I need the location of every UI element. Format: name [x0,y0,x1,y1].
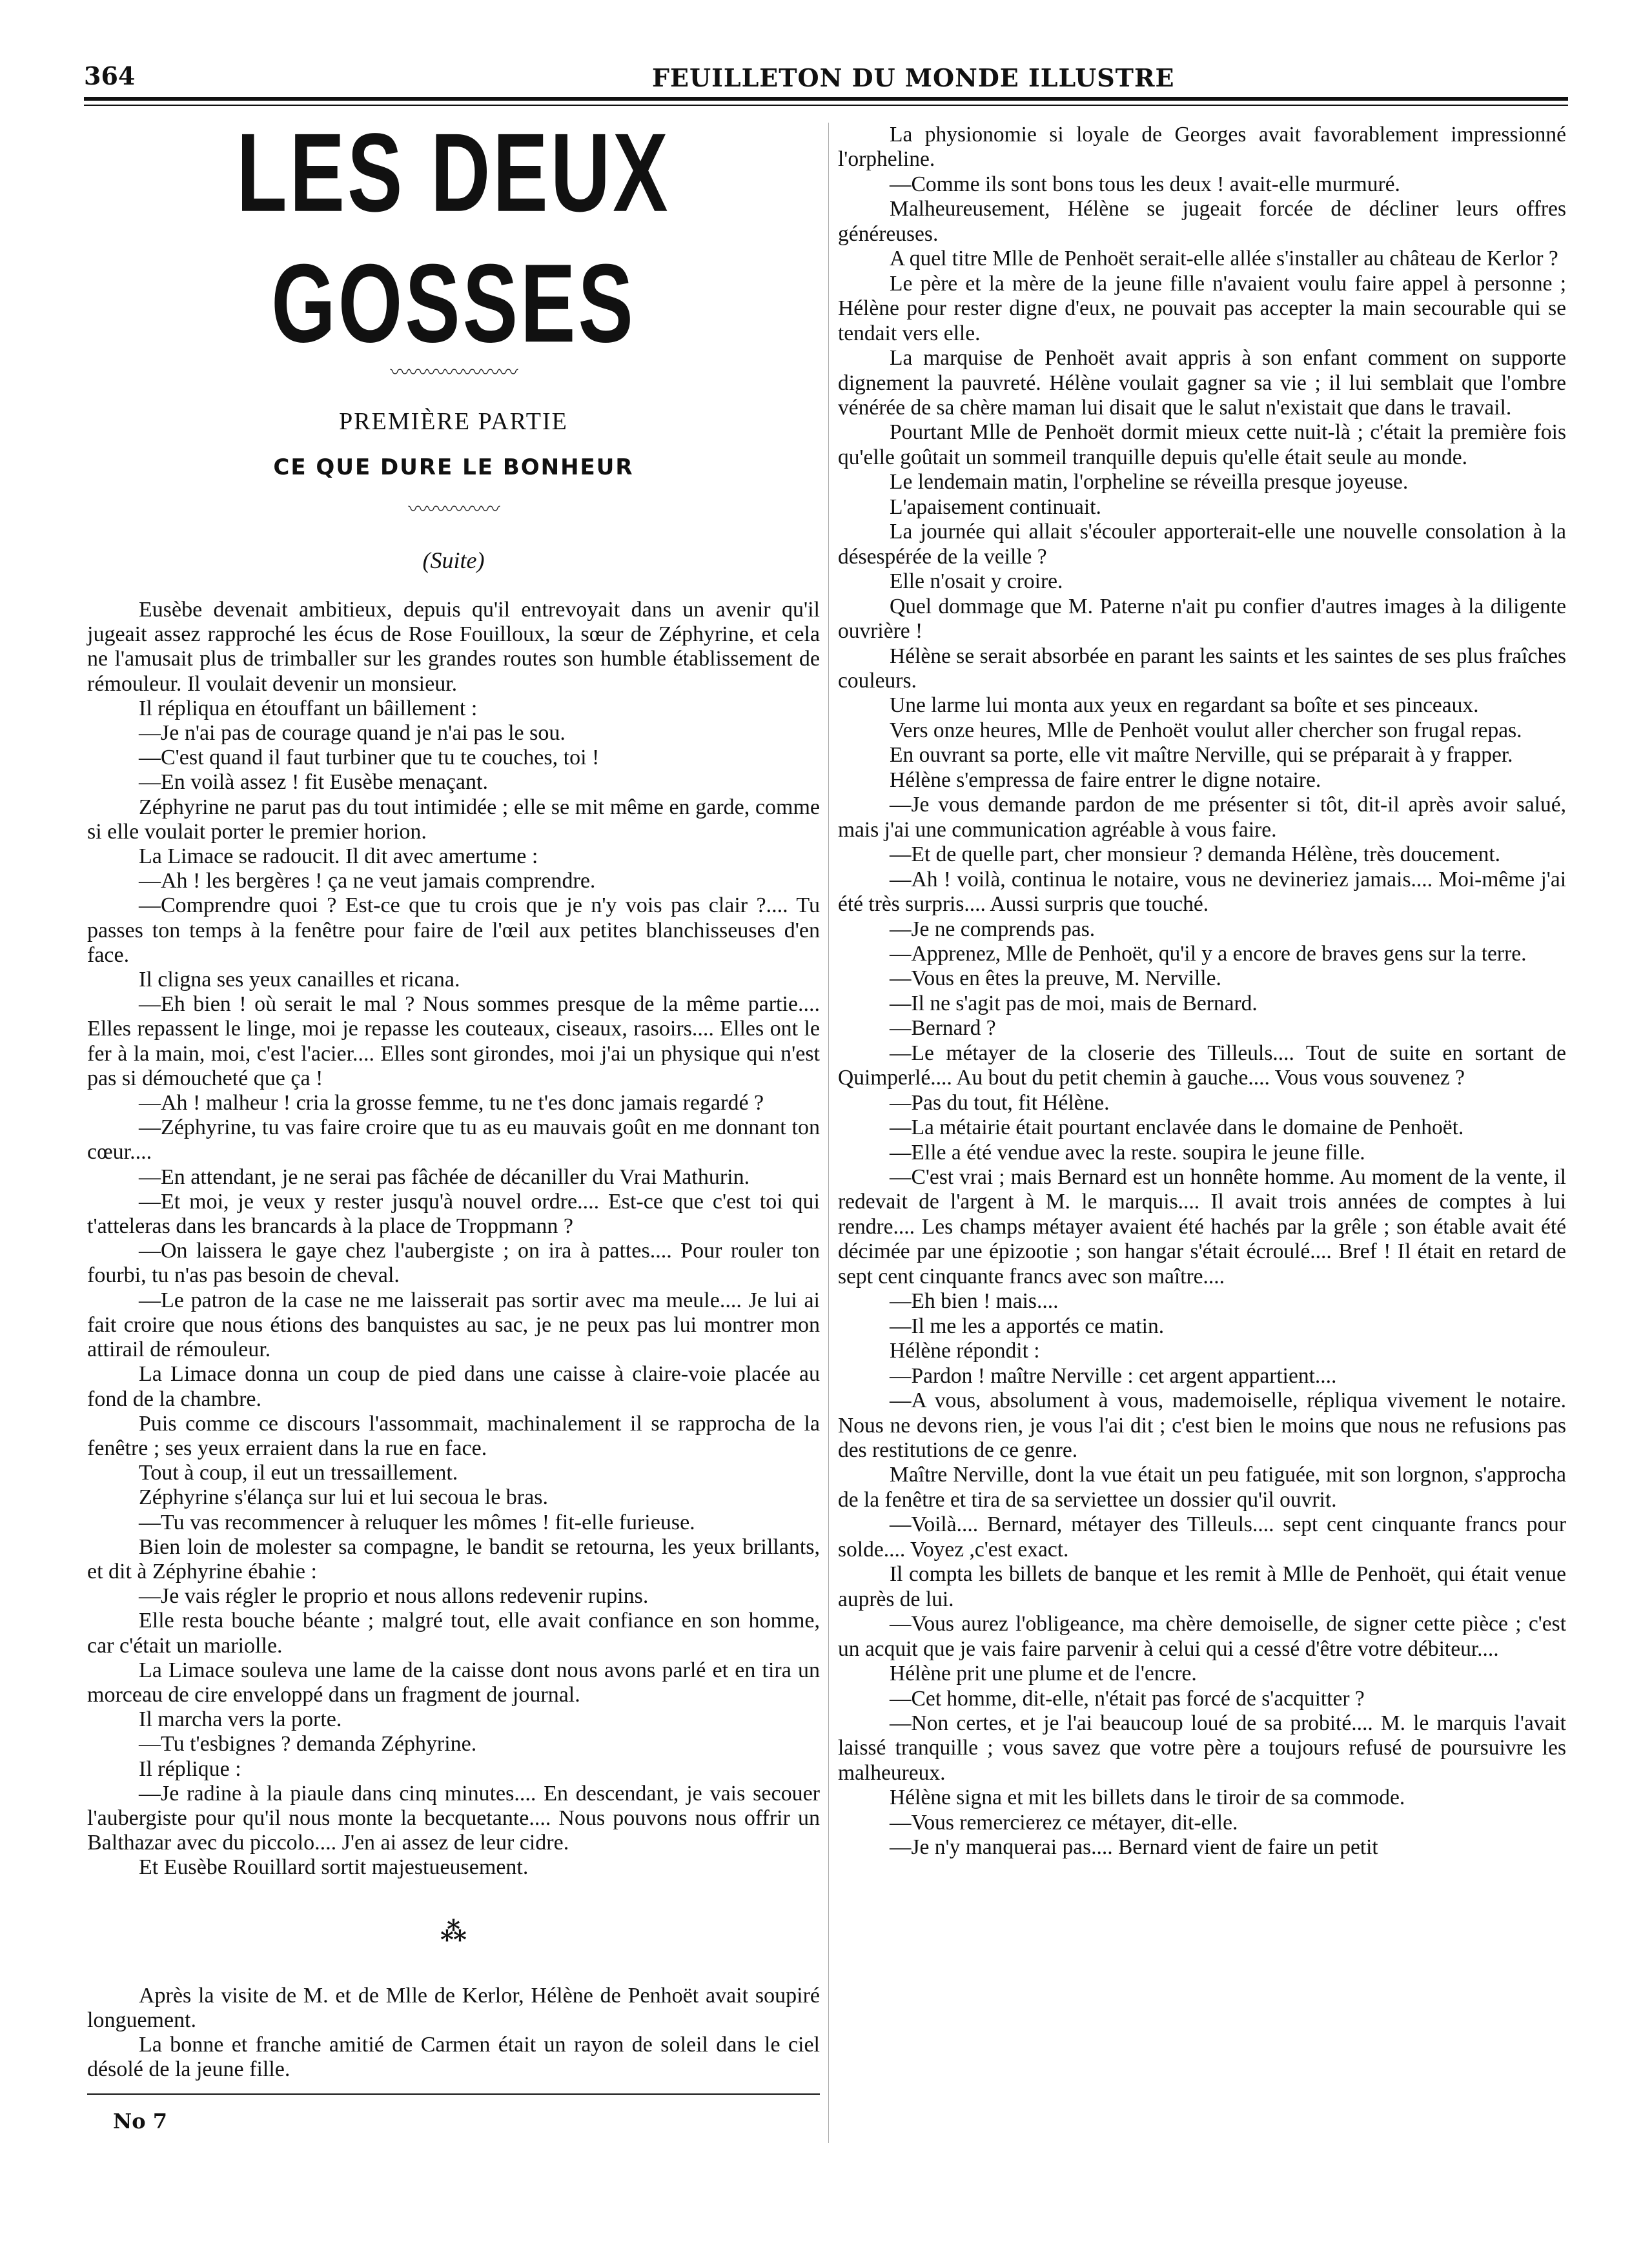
paragraph: Une larme lui monta aux yeux en regardant sa boîte et ses pinceaux. [890,693,1479,718]
paragraph: —Je vous demande pardon de me présenter si tôt, dit-il après avoir salué, mais j'ai une communication agréable à vous faire. [838,793,1566,842]
paragraph: —Non certes, et je l'ai beaucoup loué de sa probité.... M. le marquis l'avait laissé tranquille ; vous savez que votre père a toujours refusé de poursuivre les malheureux. [838,1711,1566,1785]
right-body [838,123,1566,1860]
paragraph: Eusèbe devenait ambitieux, depuis qu'il entrevoyait dans un avenir qu'il jugeait assez rapproché les écus de Rose Fouilloux, la sœur de Zéphyrine, et cela ne l'amusait plus de trimballer sur les grandes routes son humble établissement de rémouleur. Il voulait devenir un monsieur. [87,598,820,696]
paragraph: Bien loin de molester sa compagne, le bandit se retourna, les yeux brillants, et dit à Zéphyrine ébahie : [87,1534,820,1583]
paragraph: L'apaisement continuait. [890,494,1101,519]
section-separator: ⁂ [440,1917,467,1946]
paragraph: —Il ne s'agit pas de moi, mais de Bernard. [890,991,1258,1015]
paragraph: Zéphyrine ne parut pas du tout intimidée ; elle se mit même en garde, comme si elle voulait porter le premier horion. [87,795,820,844]
ornament-rule-small: 〰〰〰〰〰 [408,498,499,521]
paragraph: —Je n'y manquerai pas.... Bernard vient de faire un petit [890,1835,1378,1860]
paragraph: —Eh bien ! où serait le mal ? Nous sommes presque de la même partie.... Elles repassent le linge, moi je repasse les couteaux, ciseaux, rasoirs.... Elles ont le fer à la main, moi, c'est l'acier.... Elles sont girondes, moi j'ai un physique qui n'est pas si démoucheté que ça ! [87,992,820,1090]
paragraph: —Je radine à la piaule dans cinq minutes.... En descendant, je vais secouer l'aubergiste pour qu'il nous monte la becquetante.... Nous pouvons nous offrir un Balthazar avec du piccolo.... J'en ai assez de leur cidre. [87,1781,820,1855]
paragraph: —Je n'ai pas de courage quand je n'ai pas le sou. [139,721,566,746]
paragraph: Elle resta bouche béante ; malgré tout, elle avait confiance en son homme, car c'était un mariolle. [87,1609,820,1658]
chapter-heading: CE QUE DURE LE BONHEUR [273,454,634,480]
paragraph: —Vous remercierez ce métayer, dit-elle. [890,1810,1238,1835]
paragraph: Il compta les billets de banque et les remit à Mlle de Penhoët, qui était venue auprès de lui. [838,1562,1566,1611]
paragraph: La journée qui allait s'écouler apporterait-elle une nouvelle consolation à la désespérée de la veille ? [838,520,1566,569]
paragraph: —Voilà.... Bernard, métayer des Tilleuls.... sept cent cinquante francs pour solde.... Voyez ,c'est exact. [838,1512,1566,1562]
header-rule [84,97,1568,101]
paragraph: —Tu t'esbignes ? demanda Zéphyrine. [139,1732,477,1756]
left-column [87,110,820,2134]
paragraph: Le père et la mère de la jeune fille n'avaient voulu faire appel à personne ; Hélène pour rester digne d'eux, ne pouvait pas accepter la main secourable qui se tendait vers elle. [838,271,1566,345]
paragraph: La marquise de Penhoët avait appris à son enfant comment on supporte dignement la pauvreté. Hélène voulait gagner sa vie ; il lui semblait que l'ombre vénérée de sa chère maman lui disait que le salut n'existait que dans le travail. [838,346,1566,420]
paragraph: Hélène signa et mit les billets dans le tiroir de sa commode. [890,1786,1405,1810]
paragraph: Zéphyrine s'élança sur lui et lui secoua le bras. [139,1485,548,1510]
paragraph: —Ah ! voilà, continua le notaire, vous ne devineriez jamais.... Moi-même j'ai été très surpris.... Aussi surpris que touché. [838,867,1566,917]
paragraph: Hélène prit une plume et de l'encre. [890,1662,1197,1686]
paragraph: Hélène répondit : [890,1339,1040,1363]
issue-number: No 7 [113,2109,167,2134]
footer-rule [87,2093,820,2095]
paragraph: Vers onze heures, Mlle de Penhoët voulut aller chercher son frugal repas. [890,718,1522,742]
paragraph: Puis comme ce discours l'assommait, machinalement il se rapprocha de la fenêtre ; ses yeux erraient dans la rue en face. [87,1411,820,1460]
paragraph: Il cligna ses yeux canailles et ricana. [139,968,460,992]
left-body [87,598,820,1880]
paragraph: Il répliqua en étouffant un bâillement : [139,696,478,720]
paragraph: Après la visite de M. et de Mlle de Kerlor, Hélène de Penhoët avait soupiré longuement. [87,1983,820,2032]
paragraph: Le lendemain matin, l'orpheline se réveilla presque joyeuse. [890,470,1409,494]
page-number: 364 [84,61,136,90]
paragraph: —Ah ! malheur ! cria la grosse femme, tu ne t'es donc jamais regardé ? [139,1091,764,1115]
paragraph: —Ah ! les bergères ! ça ne veut jamais comprendre. [139,869,596,893]
paragraph: —Zéphyrine, tu vas faire croire que tu as eu mauvais goût en me donnant ton cœur.... [87,1115,820,1165]
part-heading: PREMIÈRE PARTIE [339,408,568,435]
paragraph: —Vous aurez l'obligeance, ma chère demoiselle, de signer cette pièce ; c'est un acquit que je vais faire parvenir à celui qui a cessé d'être votre débiteur.... [838,1612,1566,1661]
running-title: FEUILLETON DU MONDE ILLUSTRE [652,63,1175,92]
header-rule-thin [84,105,1568,106]
paragraph: Tout à coup, il eut un tressaillement. [139,1461,458,1485]
right-column [838,123,1566,1860]
paragraph: —Comprendre quoi ? Est-ce que tu crois que je n'y vois pas clair ?.... Tu passes ton temps à la fenêtre pour faire de l'œil aux petites blanchisseuses d'en face. [87,893,820,967]
paragraph: —Pas du tout, fit Hélène. [890,1090,1110,1115]
paragraph: —Je vais régler le proprio et nous allons redevenir rupins. [139,1584,649,1609]
paragraph: —Le patron de la case ne me laisserait pas sortir avec ma meule.... Je lui ai fait croire que nous étions des banquistes au sac, je ne peux pas lui montrer mon attirail de rémouleur. [87,1288,820,1362]
ornament-rule: 〰〰〰〰〰〰〰 [390,361,517,384]
paragraph: —Le métayer de la closerie des Tilleuls.... Tout de suite en sortant de Quimperlé.... Au bout du petit chemin à gauche.... Vous vous souvenez ? [838,1041,1566,1090]
paragraph: Il réplique : [139,1756,241,1781]
paragraph: —Comme ils sont bons tous les deux ! avait-elle murmuré. [890,172,1400,196]
paragraph: —Vous en êtes la preuve, M. Nerville. [890,966,1221,991]
story-title: LES DEUX GOSSES [236,110,671,367]
paragraph: Hélène s'empressa de faire entrer le digne notaire. [890,768,1321,792]
paragraph: A quel titre Mlle de Penhoët serait-elle allée s'installer au château de Kerlor ? [890,247,1558,271]
paragraph: Elle n'osait y croire. [890,569,1063,594]
paragraph: —Pardon ! maître Nerville : cet argent appartient.... [890,1363,1337,1388]
paragraph: La Limace souleva une lame de la caisse dont nous avons parlé et en tira un morceau de cire enveloppé dans un fragment de journal. [87,1658,820,1707]
paragraph: —Eh bien ! mais.... [890,1289,1059,1314]
paragraph: Quel dommage que M. Paterne n'ait pu confier d'autres images à la diligente ouvrière ! [838,594,1566,644]
paragraph: La Limace donna un coup de pied dans une caisse à claire-voie placée au fond de la chambre. [87,1362,820,1411]
paragraph: La physionomie si loyale de Georges avait favorablement impressionné l'orpheline. [838,123,1566,172]
paragraph: Maître Nerville, dont la vue était un peu fatiguée, mit son lorgnon, s'approcha de la fenêtre et tira de sa serviettee un dossier qu'il ouvrit. [838,1463,1566,1512]
paragraph: —Et moi, je veux y rester jusqu'à nouvel ordre.... Est-ce que c'est toi qui t'atteleras dans les brancards à la place de Troppmann ? [87,1189,820,1239]
paragraph: La Limace se radoucit. Il dit avec amertume : [139,844,538,869]
paragraph: —En attendant, je ne serai pas fâchée de décaniller du Vrai Mathurin. [139,1165,750,1189]
suite-label: (Suite) [422,547,485,573]
paragraph: —A vous, absolument à vous, mademoiselle, répliqua vivement le notaire. Nous ne devons rien, je vous l'ai dit ; c'est bien le moins que nous ne refusions pas des restitutions de ce genre. [838,1389,1566,1463]
paragraph: En ouvrant sa porte, elle vit maître Nerville, qui se préparait à y frapper. [890,743,1513,768]
column-divider [828,123,829,2143]
paragraph: —Elle a été vendue avec la reste. soupira le jeune fille. [890,1140,1365,1165]
paragraph: —Tu vas recommencer à reluquer les mômes ! fit-elle furieuse. [139,1510,695,1534]
paragraph: —Apprenez, Mlle de Penhoët, qu'il y a encore de braves gens sur la terre. [890,941,1527,966]
paragraph: —Bernard ? [890,1016,996,1041]
paragraph: —On laissera le gaye chez l'aubergiste ; on ira à pattes.... Pour rouler ton fourbi, tu n'as pas besoin de cheval. [87,1239,820,1288]
paragraph: —La métairie était pourtant enclavée dans le domaine de Penhoët. [890,1115,1464,1140]
paragraph: —Et de quelle part, cher monsieur ? demanda Hélène, très doucement. [890,842,1500,867]
paragraph: Il marcha vers la porte. [139,1707,342,1732]
paragraph: Pourtant Mlle de Penhoët dormit mieux cette nuit-là ; c'était la première fois qu'elle goûtait un sommeil tranquille depuis qu'elle était seule au monde. [838,420,1566,469]
paragraph: Malheureusement, Hélène se jugeait forcée de décliner leurs offres généreuses. [838,197,1566,246]
left-body-after [87,1984,820,2082]
paragraph: Et Eusèbe Rouillard sortit majestueusement. [139,1855,529,1880]
paragraph: —C'est quand il faut turbiner que tu te couches, toi ! [139,746,600,770]
paragraph: —Il me les a apportés ce matin. [890,1314,1165,1338]
paragraph: —En voilà assez ! fit Eusèbe menaçant. [139,770,488,795]
paragraph: Hélène se serait absorbée en parant les saints et les saintes de ses plus fraîches couleurs. [838,644,1566,693]
paragraph: La bonne et franche amitié de Carmen était un rayon de soleil dans le ciel désolé de la jeune fille. [87,2032,820,2082]
paragraph: —Je ne comprends pas. [890,917,1096,941]
paragraph: —Cet homme, dit-elle, n'était pas forcé de s'acquitter ? [890,1686,1365,1711]
paragraph: —C'est vrai ; mais Bernard est un honnête homme. Au moment de la vente, il redevait de l'argent à M. le marquis.... Il avait trois années de comptes à lui rendre.... Les champs métayer avaient été hachés par la grêle ; son étable avait été décimée par une épizootie ; son hangar s'était écroulé.... Bref ! Il était en retard de sept cent cinquante francs avec son maître.... [838,1165,1566,1288]
